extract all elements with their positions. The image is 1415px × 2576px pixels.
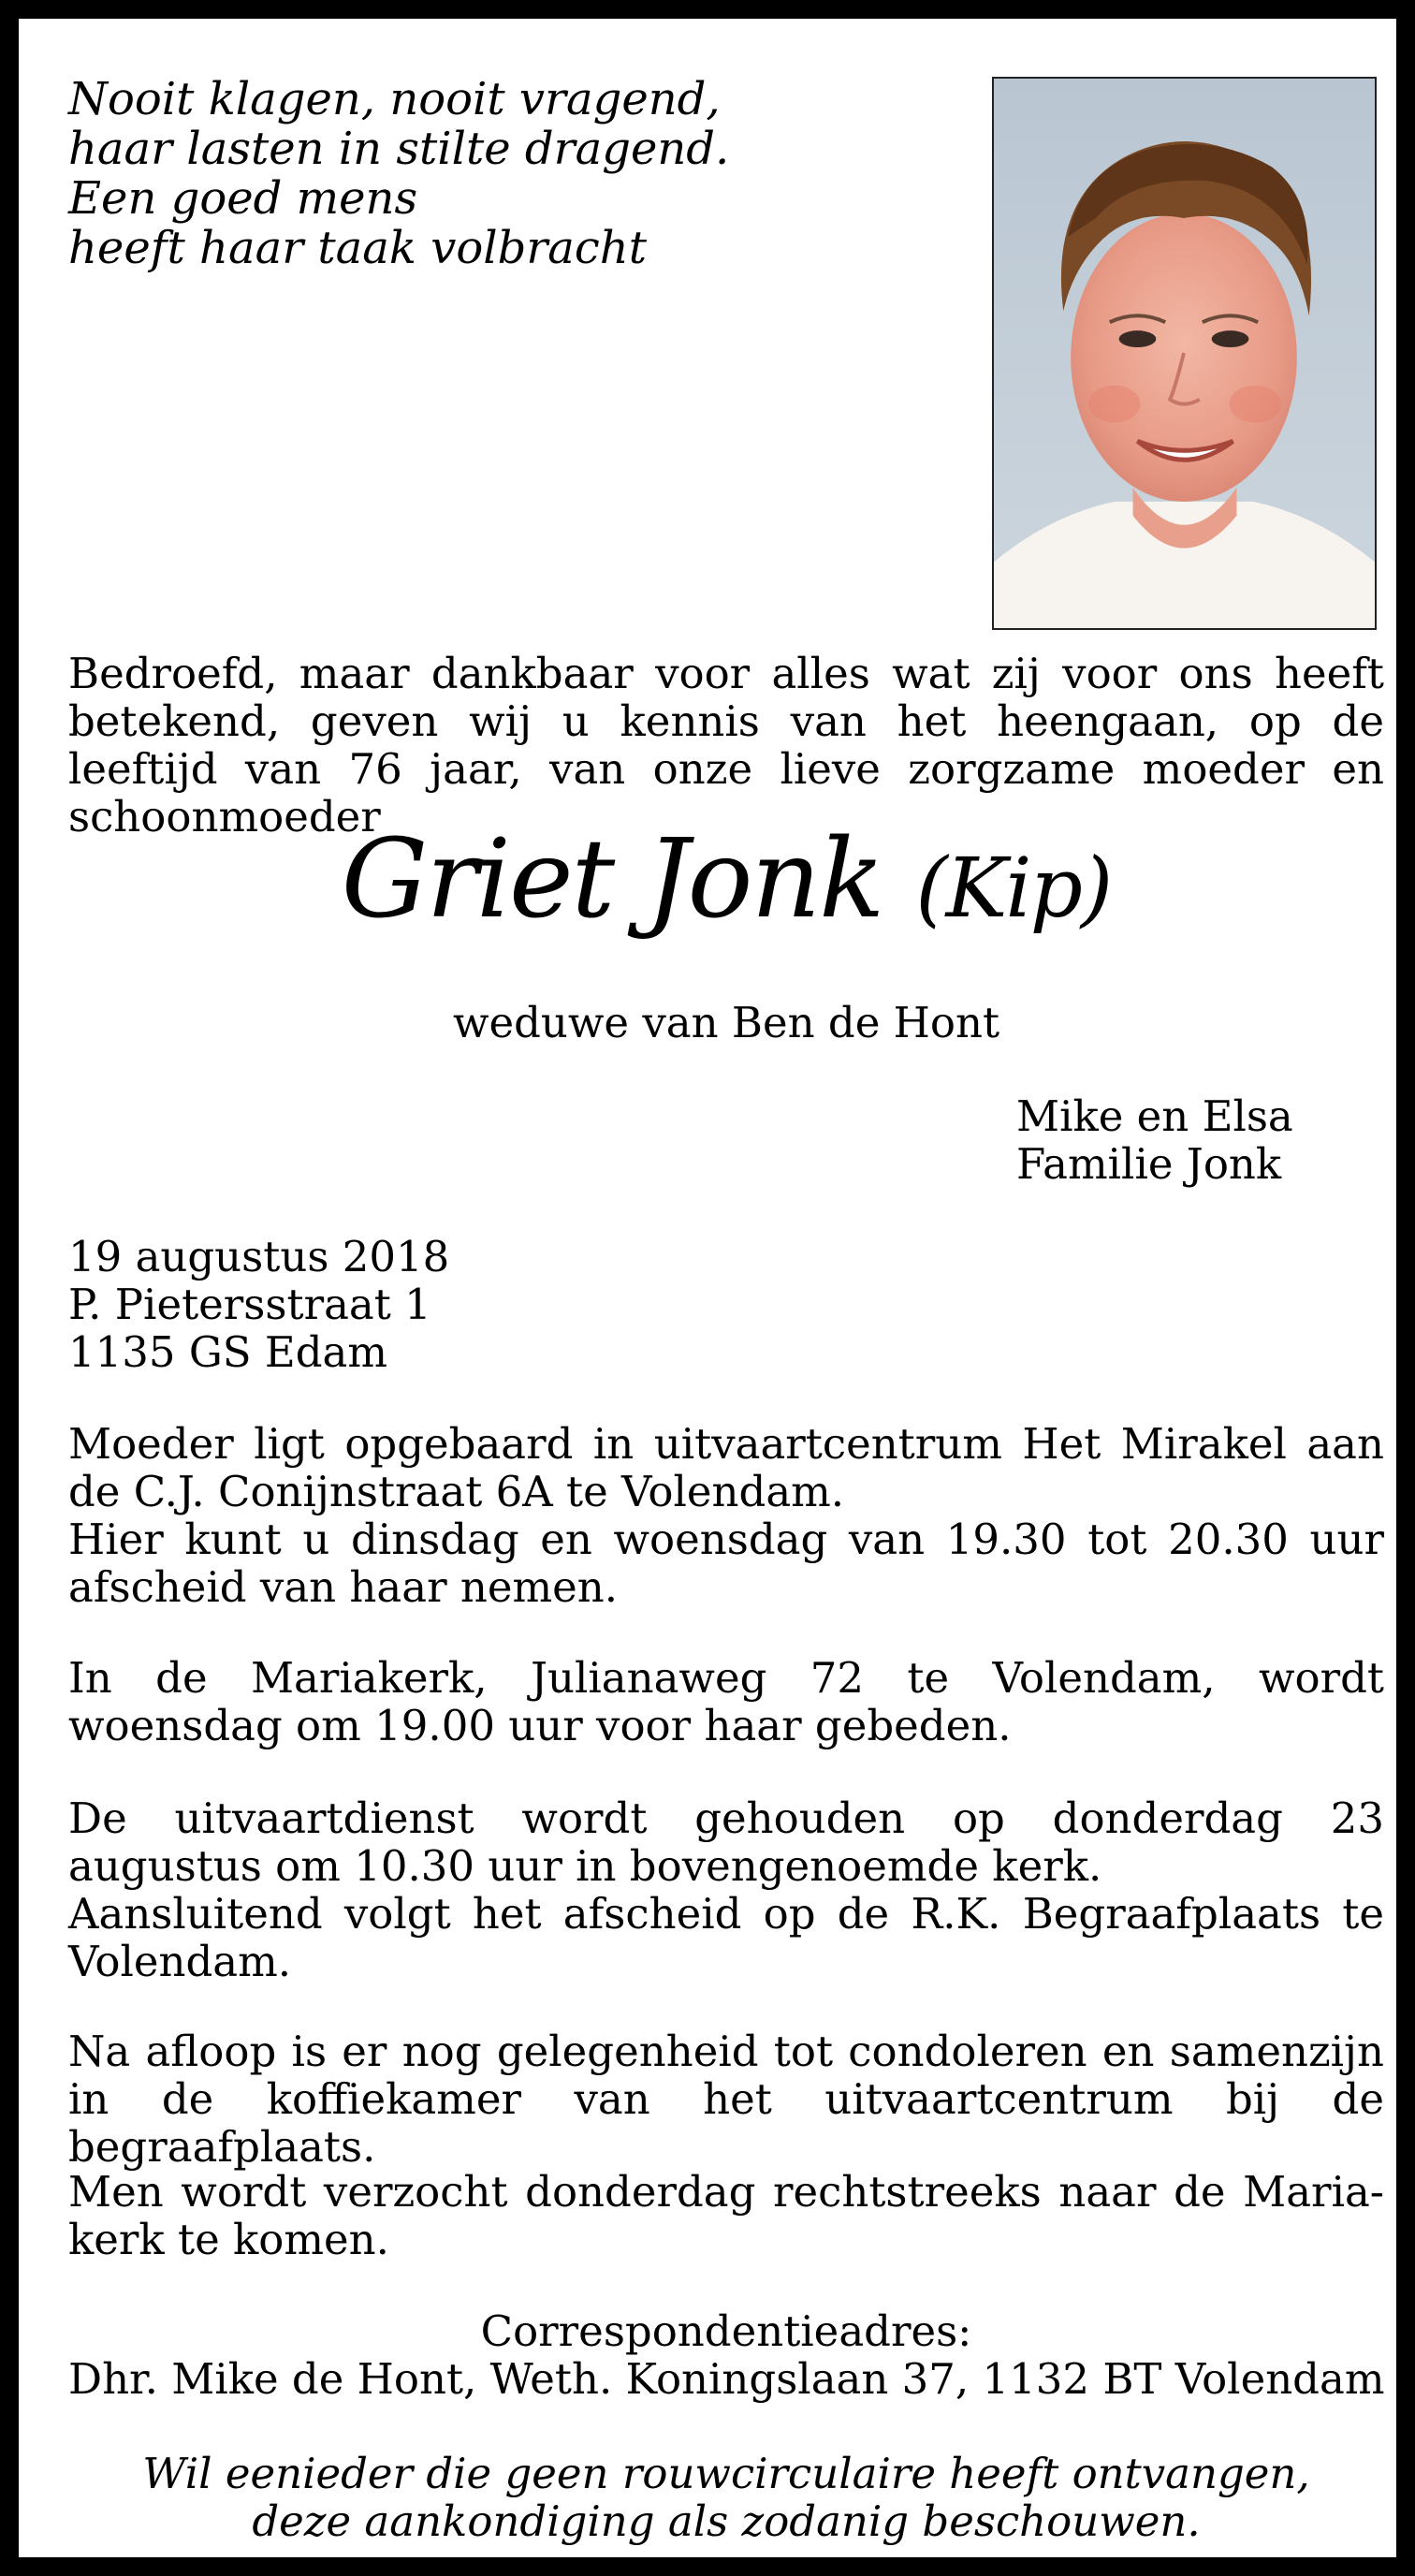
paragraph-line: Aansluitend volgt het afscheid op de R.K. Begraafplaats te Volendam. (68, 1889, 1384, 1986)
closing-line: Wil eenieder die geen rouwcirculaire heeft ontvangen, (142, 2449, 1310, 2498)
paragraph-line: Na afloop is er nog gelegenheid tot condoleren en samenzijn in de koffiekamer van het uitvaartcentrum bij de begraafplaats. (68, 2027, 1384, 2172)
paragraph-line: Moeder ligt opgebaard in uitvaartcentrum Het Mirakel aan de C.J. Conijnstraat 6A te Volendam. (68, 1419, 1384, 1516)
paragraph-line: Hier kunt u dinsdag en woensdag van 19.30 tot 20.30 uur afscheid van haar nemen. (68, 1515, 1384, 1612)
paragraph-viewing (68, 1420, 1384, 1611)
deceased-name (68, 816, 1384, 949)
signer-line: Mike en Elsa (1016, 1091, 1293, 1141)
poem-line: Een goed mens (68, 172, 418, 225)
paragraph-line: Men wordt verzocht donderdag rechtstreeks naar de Maria-kerk te komen. (68, 2167, 1384, 2264)
portrait-photo-icon (994, 79, 1375, 628)
closing-line: deze aankondiging als zodanig beschouwen. (252, 2496, 1201, 2546)
deceased-name-text: Griet Jonk (341, 816, 883, 943)
poem-line: Nooit klagen, nooit vragend, (68, 73, 721, 125)
paragraph-condolence (68, 2027, 1384, 2171)
home-address (68, 1233, 817, 1376)
address-line: 1135 GS Edam (68, 1327, 388, 1377)
intro-text: Bedroefd, maar dankbaar voor alles wat zij voor ons heeft betekend, geven wij u kennis van het heengaan, op de leeftijd van 76 jaar, van onze lieve zorgzame moeder en schoonmoeder (68, 649, 1384, 842)
paragraph-prayer (68, 1654, 1384, 1749)
paragraph-request (68, 2168, 1384, 2263)
paragraph-line: In de Mariakerk, Julianaweg 72 te Volendam, wordt woensdag om 19.00 uur voor haar gebeden. (68, 1653, 1384, 1750)
poem-line: heeft haar taak volbracht (68, 222, 647, 274)
portrait-photo (992, 77, 1377, 630)
correspondence-title: Correspondentieadres: (480, 2306, 972, 2356)
correspondence (68, 2307, 1384, 2403)
address-line: P. Pietersstraat 1 (68, 1280, 431, 1329)
widow-of: weduwe van Ben de Hont (452, 998, 1000, 1047)
deceased-nickname: (Kip) (915, 840, 1112, 936)
poem-line: haar lasten in stilte dragend. (68, 123, 730, 175)
signer-line: Familie Jonk (1016, 1139, 1282, 1189)
poem (68, 75, 1004, 273)
closing-note (68, 2450, 1384, 2545)
paragraph-line: De uitvaartdienst wordt gehouden op donderdag 23 augustus om 10.30 uur in bovengenoemde kerk. (68, 1793, 1384, 1891)
correspondence-address: Dhr. Mike de Hont, Weth. Koningslaan 37, 1132 BT Volendam (68, 2354, 1385, 2404)
paragraph-funeral (68, 1794, 1384, 1985)
address-line: 19 augustus 2018 (68, 1232, 450, 1281)
signers (1016, 1092, 1391, 1188)
